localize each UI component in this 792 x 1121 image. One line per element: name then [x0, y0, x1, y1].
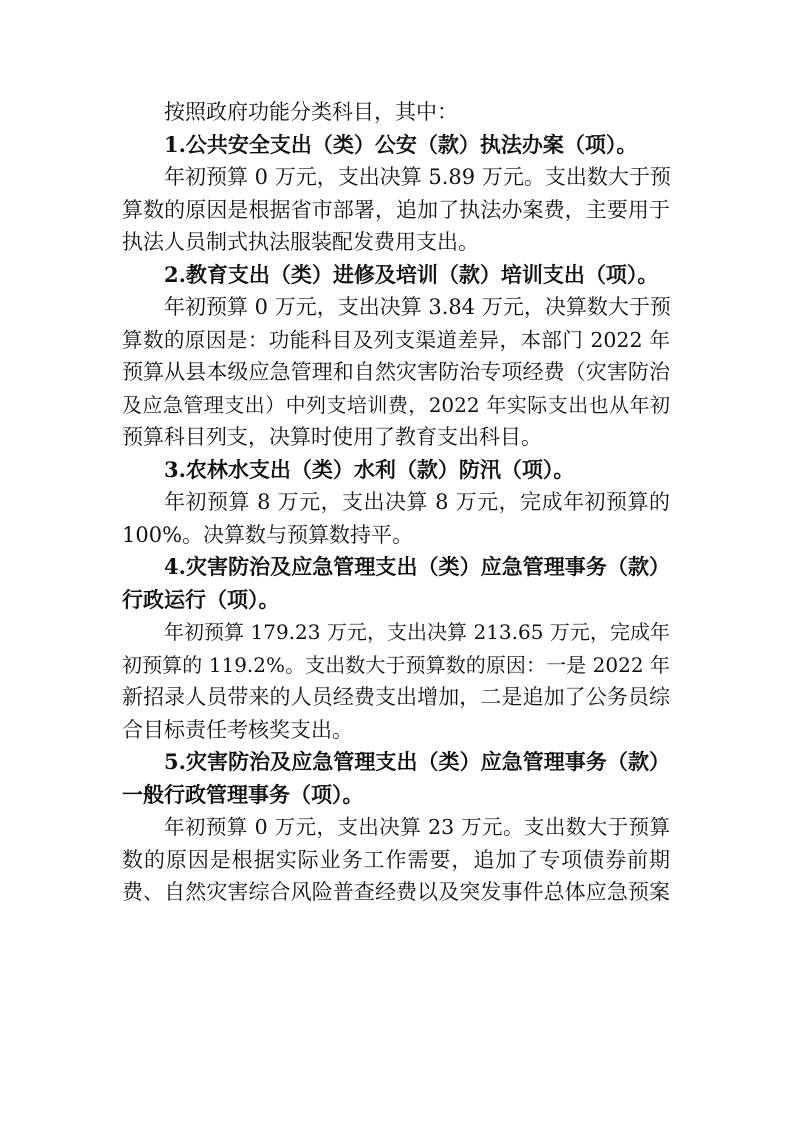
body-text-line: 费、自然灾害综合风险普查经费以及突发事件总体应急预案 [122, 880, 670, 904]
body-text-line: 年初预算 0 万元，支出决算 23 万元。支出数大于预算 [164, 815, 670, 839]
section-heading-line: 5.灾害防治及应急管理支出（类）应急管理事务（款） [164, 749, 670, 774]
body-text-line: 及应急管理支出）中列支培训费，2022 年实际支出也从年初 [122, 392, 670, 417]
body-text-line: 年初预算 179.23 万元，支出决算 213.65 万元，完成年 [164, 620, 670, 644]
body-text-line: 合目标责任考核奖支出。 [122, 717, 353, 742]
section-heading-line: 4.灾害防治及应急管理支出（类）应急管理事务（款） [164, 554, 670, 579]
section-heading-line: 一般行政管理事务（项）。 [122, 781, 364, 807]
body-text-line: 年初预算 8 万元，支出决算 8 万元，完成年初预算的 [164, 490, 670, 514]
body-text-line: 预算科目列支，决算时使用了教育支出科目。 [122, 425, 542, 449]
section-heading-line: 2.教育支出（类）进修及培训（款）培训支出（项）。 [164, 261, 659, 287]
body-text-line: 年初预算 0 万元，支出决算 5.89 万元。支出数大于预 [164, 165, 671, 189]
section-heading-line: 1.公共安全支出（类）公安（款）执法办案（项）。 [164, 131, 638, 157]
body-text-line: 执法人员制式执法服装配发费用支出。 [122, 230, 479, 254]
body-text-line: 初预算的 119.2%。支出数大于预算数的原因：一是 2022 年 [122, 652, 670, 677]
body-text-line: 算数的原因是根据省市部署，追加了执法办案费，主要用于 [122, 197, 670, 222]
body-text-line: 新招录人员带来的人员经费支出增加，二是追加了公务员综 [122, 685, 670, 709]
body-text-line: 算数的原因是：功能科目及列支渠道差异，本部门 2022 年 [122, 327, 670, 352]
document-page [122, 96, 670, 909]
body-text-line: 数的原因是根据实际业务工作需要，追加了专项债券前期 [122, 847, 670, 872]
body-text-line: 年初预算 0 万元，支出决算 3.84 万元，决算数大于预 [164, 295, 671, 319]
section-heading-line: 3.农林水支出（类）水利（款）防汛（项）。 [164, 456, 575, 482]
section-heading-line: 行政运行（项）。 [122, 586, 280, 612]
body-text-line: 100%。决算数与预算数持平。 [122, 522, 414, 547]
body-text-line: 按照政府功能分类科目，其中： [164, 100, 458, 124]
body-text-line: 预算从县本级应急管理和自然灾害防治专项经费（灾害防治 [122, 360, 670, 384]
